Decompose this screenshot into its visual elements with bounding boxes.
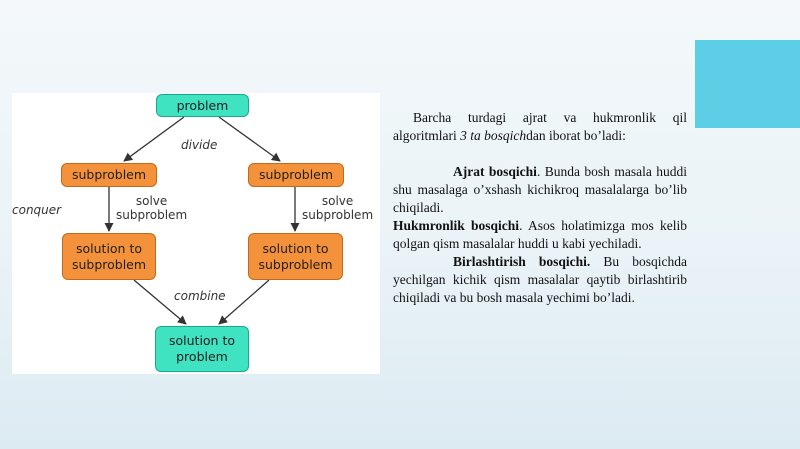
subproblem-node-right: subproblem: [248, 163, 344, 187]
intro-text-a: Barcha turdagi ajrat va hukmronlik qil algoritmlari: [393, 110, 687, 143]
solution-to-subproblem-node-right: solution to subproblem: [248, 233, 343, 280]
step1-title: Ajrat bosqichi: [453, 164, 537, 179]
intro-paragraph: [393, 109, 687, 145]
intro-emphasis: 3 ta bosqich: [460, 128, 527, 143]
step1-body: . Bunda bosh masala huddi shu masalaga o’xshash kichikroq masalalarga bo’lib chiqiladi.: [393, 164, 687, 215]
divide-and-conquer-diagram: [12, 93, 380, 374]
step2-title: Hukmronlik bosqichi: [393, 218, 520, 233]
intro-text-b: dan iborat bo’ladi:: [526, 128, 626, 143]
solve-subproblem-label-right: solve subproblem: [302, 194, 374, 222]
subproblem-node-left: subproblem: [61, 163, 157, 187]
step1-paragraph: [393, 163, 687, 217]
step2-paragraph: [393, 217, 687, 253]
arrow-divide-right: [219, 117, 280, 161]
description-text: [393, 109, 687, 307]
arrow-combine-right: [219, 280, 269, 324]
arrow-divide-left: [124, 117, 184, 161]
solution-to-subproblem-node-left: solution to subproblem: [62, 233, 156, 280]
step3-paragraph: [393, 253, 687, 307]
problem-node: problem: [156, 94, 249, 117]
solution-to-problem-node: solution to problem: [155, 326, 249, 372]
combine-label: combine: [174, 289, 226, 303]
solve-subproblem-label-left: solve subproblem: [116, 194, 188, 222]
divide-label: divide: [181, 138, 218, 152]
step2-body: . Asos holatimizga mos kelib qolgan qism masalalar huddi u kabi yechiladi.: [393, 218, 687, 251]
accent-block: [695, 40, 800, 128]
step3-title: Birlashtirish bosqichi.: [453, 254, 591, 269]
step3-body: Bu bosqichda yechilgan kichik qism masalalar qaytib birlashtirib chiqiladi va bu bosh masala yechimi bo’ladi.: [393, 254, 687, 305]
conquer-label: conquer: [12, 203, 62, 217]
